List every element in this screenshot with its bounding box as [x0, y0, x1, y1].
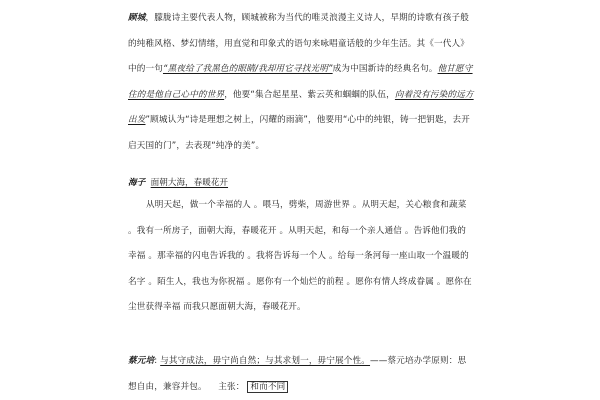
- gucheng-underline-1: 他甘愿守住的是他自己心中的世界: [128, 64, 473, 100]
- haizi-name: 海子: [128, 178, 146, 188]
- gucheng-name: 顾城: [128, 13, 146, 23]
- haizi-poem-text: 从明天起，做一个幸福的人 。喂马，劈柴，周游世界 。从明天起，关心粮食和蔬菜 。我有一所房子，面朝大海，春暖花开 。从明天起，和每一个亲人通信 。告诉他们我的幸福 。那幸福的闪电告诉我的 。我将告诉每一个人 。给每一条河每一座山取一个温暖的名字 。陌生人，我也为你祝福 。愿你有一个灿烂的前程 。愿你有情人终成眷属 。愿你在尘世获得幸福 而我只愿面朝大海，春暖花开。: [128, 200, 472, 312]
- caiyuanpei-boxed-text: 和而不同: [247, 381, 288, 393]
- haizi-poem-title: 面朝大海，春暖花开: [150, 178, 229, 188]
- caiyuanpei-colon: :: [154, 356, 158, 366]
- caiyuanpei-motto: 与其守成法，毋宁尚自然；与其求划一，毋宁展个性。: [160, 356, 371, 366]
- haizi-heading: [128, 176, 474, 190]
- gucheng-work-title: 《一代人》: [425, 38, 470, 49]
- gucheng-text-1: ，朦胧诗主要代表人物，顾城被称为当代的唯灵浪漫主义诗人，早期的诗歌有孩子般的纯稚风格、梦幻情绪，用直觉和印象式的语句来咏唱童话般的少年生活。其: [128, 13, 470, 49]
- gucheng-text-4: ，他要“集合起星星、紫云英和蝈蝈的队伍，: [224, 89, 395, 100]
- gucheng-text-3: 成为中国新诗的经典名句。: [332, 64, 438, 74]
- gucheng-text-2: 中的一句: [128, 64, 163, 74]
- caiyuanpei-text-1: ——蔡元培办学原则：思想自由，兼容并包。: [128, 356, 467, 392]
- gucheng-underline-2: 向着没有污染的远方出发: [128, 89, 474, 125]
- gucheng-text-5: ”顾城认为“诗是理想之树上，闪耀的雨滴”，他要用“心中的纯银，铸一把钥匙，去开启天国的门”，去表现“纯净的美”。: [128, 115, 470, 151]
- caiyuanpei-zhuzhang-label: 主张：: [218, 381, 245, 392]
- haizi-poem-paragraph: [128, 193, 474, 321]
- gucheng-famous-quote: “黑夜给了我黑色的眼睛/我却用它寻找光明”: [162, 64, 333, 74]
- caiyuanpei-name: 蔡元培: [128, 356, 155, 366]
- gucheng-paragraph: [128, 6, 474, 159]
- caiyuanpei-paragraph: [128, 349, 474, 400]
